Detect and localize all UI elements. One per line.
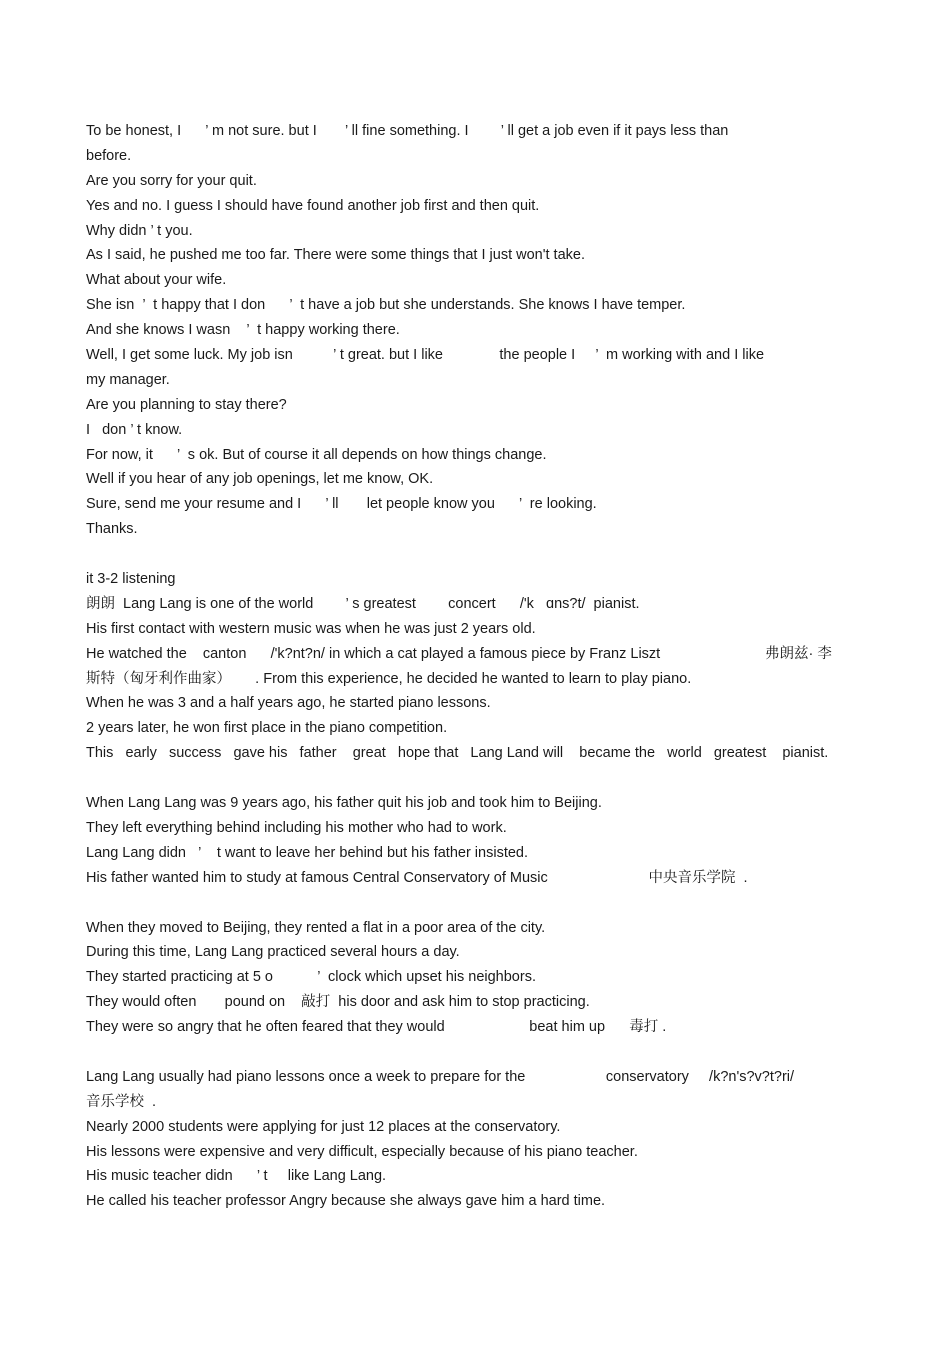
blank-line: [86, 891, 866, 916]
text-line: For now, it ’ s ok. But of course it all depends on how things change.: [86, 446, 547, 463]
document-page: [86, 119, 866, 1214]
text-line: Why didn ’ t you.: [86, 222, 193, 239]
text-line: When Lang Lang was 9 years ago, his father quit his job and took him to Beijing.: [86, 795, 602, 812]
text-line: Thanks.: [86, 521, 138, 538]
text-line: They would often pound on 敲打 his door and ask him to stop practicing.: [86, 994, 590, 1011]
text-line: To be honest, I ’ m not sure. but I ’ ll fine something. I ’ ll get a job even if it pays less than: [86, 123, 729, 139]
text-line: They left everything behind including his mother who had to work.: [86, 819, 507, 836]
text-line: my manager.: [86, 371, 170, 388]
text-line: 2 years later, he won first place in the piano competition.: [86, 720, 448, 737]
text-line: This early success gave his father great hope that Lang Land will became the world greatest pianist.: [86, 745, 829, 762]
text-line: When he was 3 and a half years ago, he started piano lessons.: [86, 695, 491, 712]
text-line: His lessons were expensive and very difficult, especially because of his piano teacher.: [86, 1143, 638, 1160]
text-line: His father wanted him to study at famous Central Conservatory of Music 中央音乐学院 .: [86, 869, 748, 886]
text-line: As I said, he pushed me too far. There were some things that I just won't take.: [86, 247, 585, 264]
text-line: 音乐学校 .: [86, 1093, 157, 1110]
text-line: Sure, send me your resume and I ’ ll let people know you ’ re looking.: [86, 496, 597, 513]
text-line: His music teacher didn ’ t like Lang Lang.: [86, 1168, 387, 1185]
text-line: Yes and no. I guess I should have found another job first and then quit.: [86, 197, 540, 214]
blank-line: [86, 542, 866, 567]
text-line: And she knows I wasn ’ t happy working there.: [86, 322, 400, 339]
text-line: They started practicing at 5 o ’ clock which upset his neighbors.: [86, 969, 536, 986]
text-line: before.: [86, 147, 132, 164]
text-line: His first contact with western music was when he was just 2 years old.: [86, 620, 536, 637]
text-line: Are you planning to stay there?: [86, 396, 287, 413]
text-line: What about your wife.: [86, 272, 227, 289]
text-line: Nearly 2000 students were applying for just 12 places at the conservatory.: [86, 1118, 561, 1135]
blank-line: [86, 1040, 866, 1065]
text-line: They were so angry that he often feared that they would beat him up 毒打 .: [86, 1019, 667, 1036]
text-line: Well if you hear of any job openings, let me know, OK.: [86, 471, 434, 488]
text-line: When they moved to Beijing, they rented a flat in a poor area of the city.: [86, 919, 546, 936]
text-line: During this time, Lang Lang practiced several hours a day.: [86, 944, 460, 961]
text-line: Well, I get some luck. My job isn ’ t great. but I like the people I ’ m working with and I like: [86, 347, 765, 364]
text-line: Lang Lang usually had piano lessons once a week to prepare for the conservatory /k?n's?v?t?ri/: [86, 1068, 795, 1085]
section-heading: it 3-2 listening: [86, 571, 176, 588]
blank-line: [86, 766, 866, 791]
text-line: 斯特（匈牙利作曲家） . From this experience, he decided he wanted to learn to play piano.: [86, 670, 692, 687]
text-line: He watched the canton /'k?nt?n/ in which a cat played a famous piece by Franz Liszt 弗朗兹· 李: [86, 645, 832, 662]
text-line: 朗朗 Lang Lang is one of the world ’ s greatest concert /'k ɑns?t/ pianist.: [86, 595, 640, 612]
text-line: Are you sorry for your quit.: [86, 172, 257, 189]
text-line: Lang Lang didn ’ t want to leave her behind but his father insisted.: [86, 844, 529, 861]
text-line: She isn ’ t happy that I don ’ t have a job but she understands. She knows I have temper.: [86, 297, 686, 314]
text-line: He called his teacher professor Angry because she always gave him a hard time.: [86, 1193, 606, 1210]
text-line: I don ’ t know.: [86, 421, 183, 438]
